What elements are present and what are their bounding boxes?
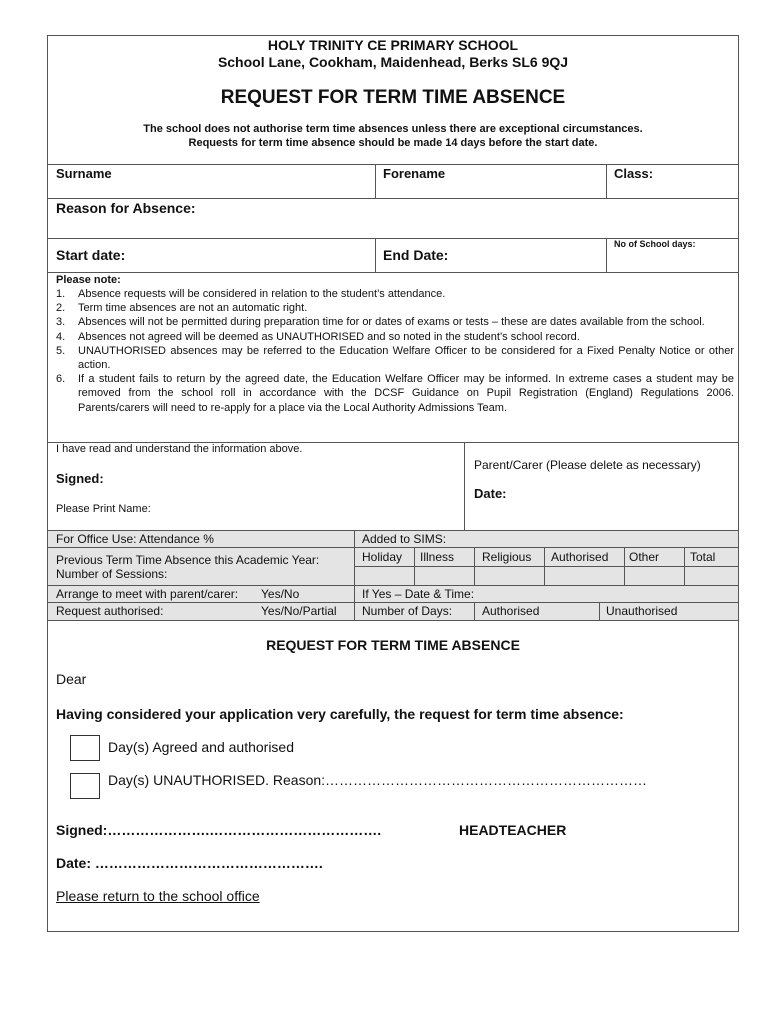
response-signed: Signed:………………….………………………………. [56, 822, 382, 838]
col-other: Other [629, 550, 660, 564]
signed-label: Signed: [56, 471, 104, 486]
unauthorised-checkbox[interactable] [70, 773, 100, 799]
request-options: Yes/No/Partial [261, 604, 337, 618]
return-instruction: Please return to the school office [56, 888, 260, 904]
unauthorised-label: Unauthorised [606, 604, 678, 618]
unauthorised-option-label: Day(s) UNAUTHORISED. Reason:…………………………………………………………… [108, 772, 648, 788]
col-authorised: Authorised [551, 550, 609, 564]
notes-heading: Please note: [56, 274, 121, 286]
headteacher-label: HEADTEACHER [459, 822, 567, 838]
parent-carer-label: Parent/Carer (Please delete as necessary) [474, 458, 701, 472]
divider [48, 272, 738, 273]
list-item: 3. Absences will not be permitted during preparation time for or dates of exams or tests – these are dates available from the school. [56, 316, 705, 329]
col-religious: Religious [482, 550, 532, 564]
list-item: 6. If a student fails to return by the agreed date, the Education Welfare Officer may be informed. In extreme cases a student may be removed from the school roll in accordance with the DCSF Guidance on Pupil Registration (England) Regulations 2006. Parents/carers will need to re-apply for a place via the Local Authority Admissions Team. [56, 373, 734, 414]
reason-label: Reason for Absence: [56, 200, 196, 216]
considered-text: Having considered your application very carefully, the request for term time absence: [56, 706, 624, 722]
list-item: 1. Absence requests will be considered in relation to the student’s attendance. [56, 288, 446, 300]
start-date-label: Start date: [56, 247, 126, 263]
response-title: REQUEST FOR TERM TIME ABSENCE [266, 637, 520, 653]
print-name-label: Please Print Name: [56, 503, 151, 515]
previous-absence-label: Previous Term Time Absence this Academic Year: [56, 553, 320, 567]
agreed-checkbox[interactable] [70, 735, 100, 761]
divider [48, 164, 738, 165]
attendance-label: For Office Use: Attendance % [56, 532, 214, 546]
school-name: HOLY TRINITY CE PRIMARY SCHOOL [267, 37, 519, 53]
end-date-label: End Date: [383, 247, 449, 263]
list-item: 4. Absences not agreed will be deemed as UNAUTHORISED and so noted in the student’s school record. [56, 330, 580, 343]
arrange-yes-no: Yes/No [261, 587, 300, 601]
forename-label: Forename [383, 166, 446, 181]
list-item: 2. Term time absences are not an automatic right. [56, 302, 308, 315]
school-address: School Lane, Cookham, Maidenhead, Berks SL6 9QJ [217, 54, 569, 70]
notes-list [56, 287, 734, 415]
number-of-days-label: Number of Days: [362, 604, 453, 618]
declaration-date-label: Date: [474, 486, 507, 501]
form-title: REQUEST FOR TERM TIME ABSENCE [220, 87, 566, 108]
dear-text: Dear [56, 671, 87, 687]
col-holiday: Holiday [362, 550, 403, 564]
school-days-label: No of School days: [614, 239, 696, 249]
intro-line-2: Requests for term time absence should be made 14 days before the start date. [188, 137, 598, 149]
absence-request-form [47, 35, 739, 932]
agreed-option-label: Day(s) Agreed and authorised [108, 739, 294, 755]
col-total: Total [690, 550, 716, 564]
surname-label: Surname [56, 166, 112, 181]
divider [48, 198, 738, 199]
added-to-sims-label: Added to SIMS: [362, 532, 447, 546]
request-authorised-label: Request authorised: [56, 604, 164, 618]
response-date: Date: …………………………………………. [56, 855, 323, 871]
arrange-meet-label: Arrange to meet with parent/carer: [56, 587, 239, 601]
if-yes-label: If Yes – Date & Time: [362, 587, 475, 601]
list-item: 5. UNAUTHORISED absences may be referred to the Education Welfare Officer to be considered for a Fixed Penalty Notice or other action. [56, 344, 734, 372]
read-understand-text: I have read and understand the information above. [56, 443, 303, 455]
sessions-label: Number of Sessions: [56, 567, 168, 581]
intro-line-1: The school does not authorise term time absences unless there are exceptional circumstances. [143, 123, 643, 135]
col-illness: Illness [420, 550, 455, 564]
authorised-label: Authorised [482, 604, 540, 618]
class-label: Class: [614, 166, 654, 181]
